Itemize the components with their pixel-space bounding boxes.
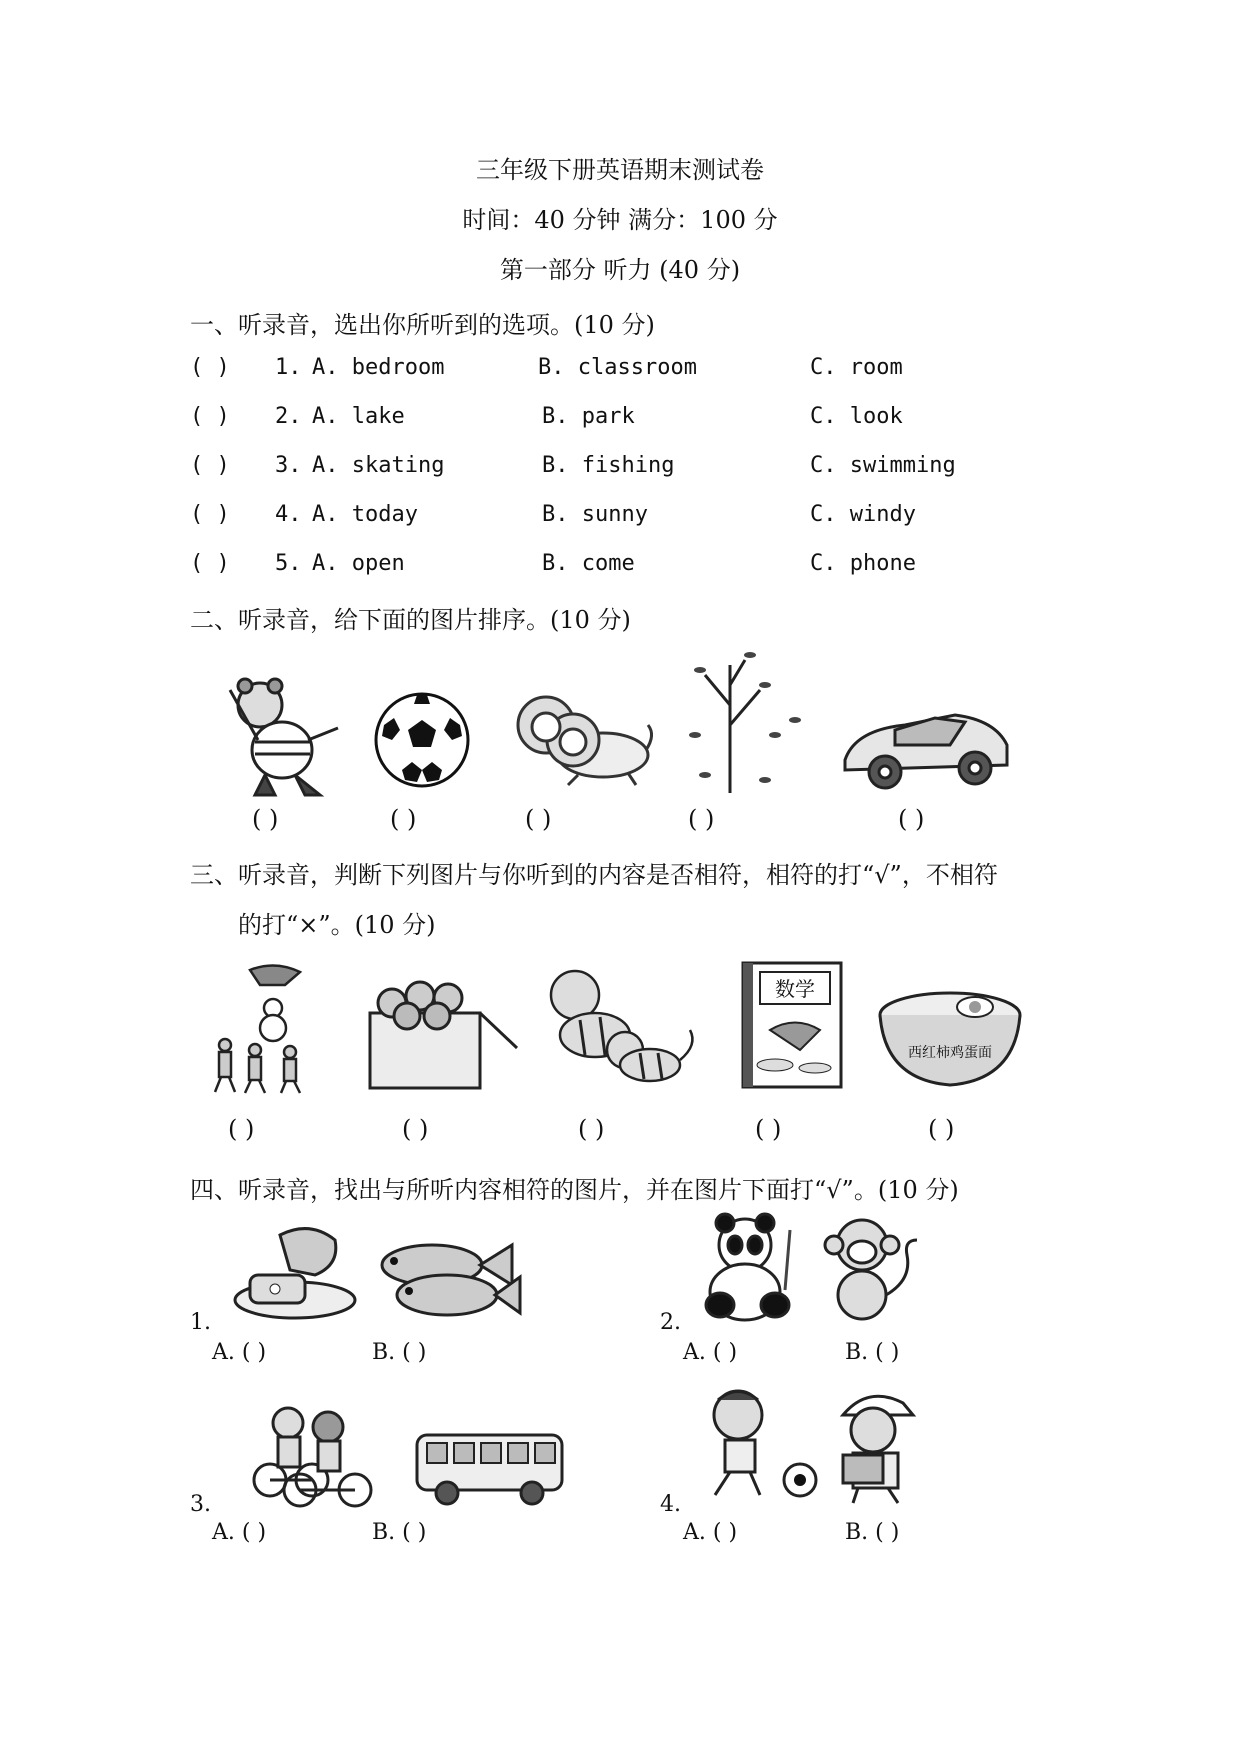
question-number: 4.: [275, 502, 302, 527]
option-a-blank[interactable]: A. ( ): [212, 1340, 267, 1365]
book-label: 数学: [775, 977, 815, 1001]
question-number: 3.: [275, 453, 302, 478]
page-title: 三年级下册英语期末测试卷: [476, 156, 764, 184]
bus-icon: [412, 1425, 567, 1510]
option-a: A. today: [312, 502, 418, 527]
option-a: A. skating: [312, 453, 445, 478]
answer-blank[interactable]: ( ): [252, 805, 279, 833]
option-b-blank[interactable]: B. ( ): [845, 1520, 900, 1545]
noodle-bowl-icon: [875, 985, 1025, 1090]
question-number: 2.: [660, 1310, 681, 1335]
option-b: B. classroom: [538, 355, 697, 380]
answer-blank[interactable]: ( ): [190, 404, 230, 429]
answer-blank[interactable]: ( ): [190, 551, 230, 576]
option-c: C. look: [810, 404, 903, 429]
section4-heading: 四、听录音，找出与所听内容相符的图片，并在图片下面打“√”。(10 分): [190, 1176, 959, 1204]
option-c: C. phone: [810, 551, 916, 576]
option-b: B. park: [542, 404, 635, 429]
option-a: A. open: [312, 551, 405, 576]
question-number: 1.: [190, 1310, 211, 1335]
exam-meta: 时间：40 分钟 满分：100 分: [462, 206, 778, 234]
math-book-icon: [740, 960, 845, 1090]
bowl-label: 西红柿鸡蛋面: [908, 1045, 992, 1061]
bear-icon: [220, 670, 345, 800]
answer-blank[interactable]: ( ): [228, 1115, 255, 1143]
section3-heading: 三、听录音，判断下列图片与你听到的内容是否相符，相符的打“√”，不相符: [190, 861, 998, 889]
option-a-blank[interactable]: A. ( ): [212, 1520, 267, 1545]
answer-blank[interactable]: ( ): [755, 1115, 782, 1143]
car-icon: [835, 700, 1015, 795]
lion-icon: [508, 685, 658, 790]
section1-heading: 一、听录音，选出你所听到的选项。(10 分): [190, 311, 655, 339]
soccer-ball-icon: [372, 690, 472, 790]
tigers-icon: [540, 965, 700, 1095]
option-b-blank[interactable]: B. ( ): [845, 1340, 900, 1365]
box-cakes-icon: [362, 978, 522, 1093]
monkey-icon: [812, 1210, 927, 1325]
part-title: 第一部分 听力 (40 分): [499, 256, 741, 284]
option-b: B. come: [542, 551, 635, 576]
option-b: B. sunny: [542, 502, 648, 527]
meat-icon: [230, 1220, 365, 1325]
answer-blank[interactable]: ( ): [390, 805, 417, 833]
section2-heading: 二、听录音，给下面的图片排序。(10 分): [190, 606, 631, 634]
option-a-blank[interactable]: A. ( ): [683, 1520, 738, 1545]
section3-heading-cont: 的打“×”。(10 分): [238, 911, 436, 939]
panda-icon: [690, 1210, 805, 1325]
answer-blank[interactable]: ( ): [578, 1115, 605, 1143]
question-number: 1.: [275, 355, 302, 380]
question-number: 3.: [190, 1492, 211, 1517]
option-a-blank[interactable]: A. ( ): [683, 1340, 738, 1365]
option-b-blank[interactable]: B. ( ): [372, 1520, 427, 1545]
answer-blank[interactable]: ( ): [688, 805, 715, 833]
question-number: 4.: [660, 1492, 681, 1517]
option-b-blank[interactable]: B. ( ): [372, 1340, 427, 1365]
answer-blank[interactable]: ( ): [190, 355, 230, 380]
answer-blank[interactable]: ( ): [525, 805, 552, 833]
option-a: A. bedroom: [312, 355, 445, 380]
question-number: 5.: [275, 551, 302, 576]
boy-football-icon: [700, 1385, 830, 1505]
option-b: B. fishing: [542, 453, 675, 478]
option-c: C. swimming: [810, 453, 956, 478]
option-c: C. windy: [810, 502, 916, 527]
boy-reading-icon: [828, 1385, 928, 1505]
autumn-tree-icon: [680, 645, 810, 795]
option-a: A. lake: [312, 404, 405, 429]
question-number: 2.: [275, 404, 302, 429]
answer-blank[interactable]: ( ): [190, 502, 230, 527]
snowman-people-icon: [205, 960, 325, 1095]
bike-riders-icon: [250, 1395, 380, 1510]
fish-icon: [372, 1225, 522, 1325]
answer-blank[interactable]: ( ): [898, 805, 925, 833]
answer-blank[interactable]: ( ): [402, 1115, 429, 1143]
answer-blank[interactable]: ( ): [928, 1115, 955, 1143]
answer-blank[interactable]: ( ): [190, 453, 230, 478]
option-c: C. room: [810, 355, 903, 380]
